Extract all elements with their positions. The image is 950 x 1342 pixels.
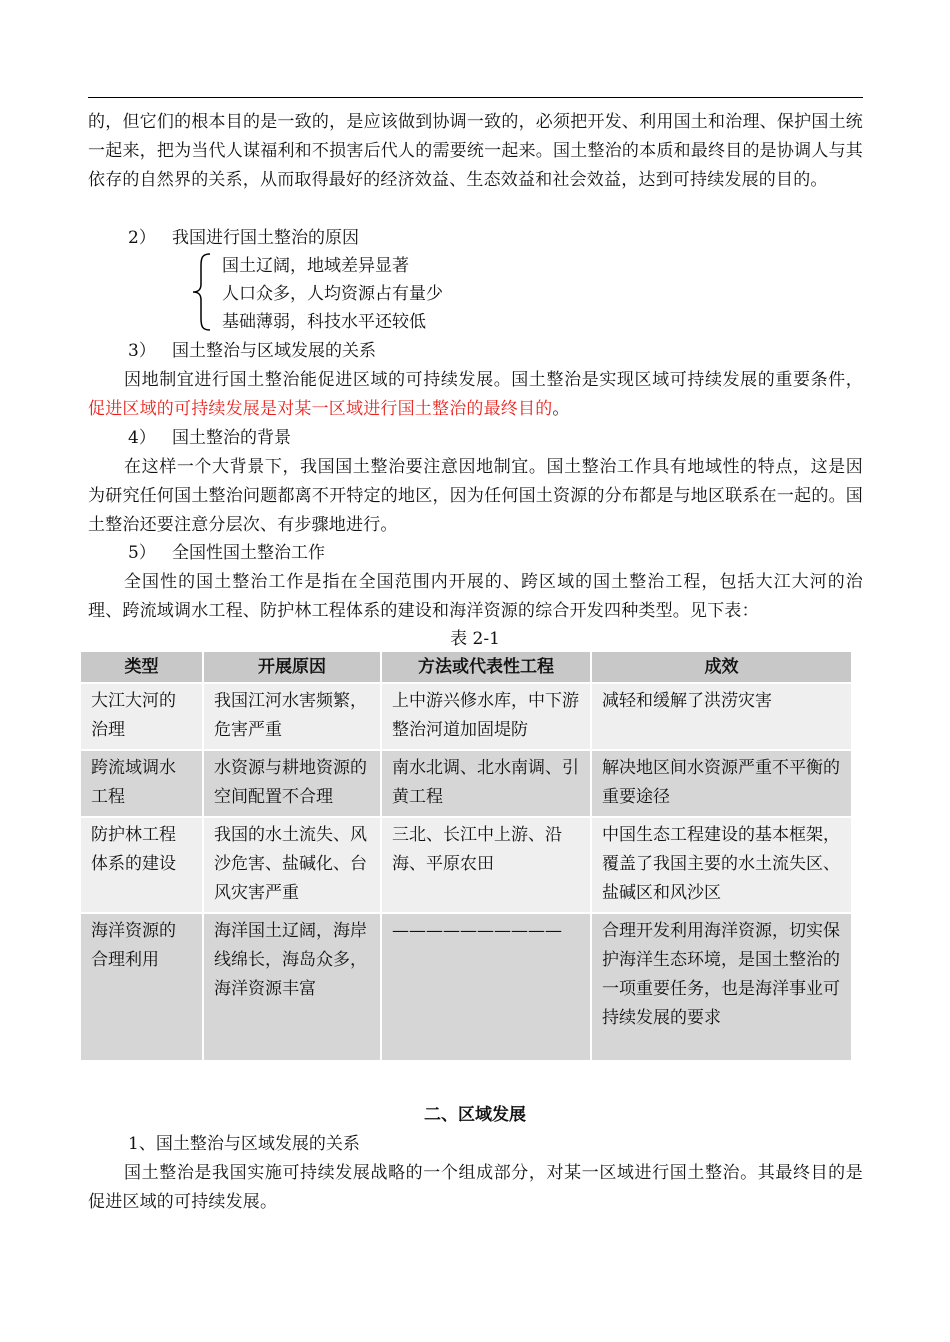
table-cell: 我国江河水害频繁，危害严重 [204, 684, 380, 749]
heading-text: 我国进行国土整治的原因 [172, 228, 359, 248]
table-cell: 南水北调、北水南调、引黄工程 [382, 751, 590, 816]
curly-brace-icon [190, 252, 212, 332]
paragraph-text: 因地制宜进行国土整治能促进区域的可持续发展。国土整治是实现区域可持续发展的重要条件， [124, 370, 863, 390]
heading-2 [128, 224, 359, 253]
heading-number: 4） [128, 428, 156, 448]
paragraph-5: 全国性的国土整治工作是指在全国范围内开展的、跨区域的国土整治工程，包括大江大河的治理、跨流域调水工程、防护林工程体系的建设和海洋资源的综合开发四种类型。见下表： [88, 572, 863, 621]
heading-text: 国土整治与区域发展的关系 [172, 341, 376, 361]
table-cell: 海洋资源的合理利用 [81, 914, 202, 1060]
subsection-heading: 1、国土整治与区域发展的关系 [128, 1134, 360, 1154]
heading-number: 5） [128, 543, 156, 563]
heading-text: 国土整治的背景 [172, 428, 291, 448]
heading-text: 全国性国土整治工作 [172, 543, 325, 563]
header-rule [88, 97, 863, 98]
table-row [81, 818, 851, 912]
table-cell: 减轻和缓解了洪涝灾害 [592, 684, 851, 749]
table-cell: 防护林工程体系的建设 [81, 818, 202, 912]
section-title: 二、区域发展 [424, 1105, 526, 1125]
paragraph-text: 。 [552, 399, 570, 419]
table-cell: 解决地区间水资源严重不平衡的重要途径 [592, 751, 851, 816]
table-cell: —————————— [382, 914, 590, 1060]
table-caption: 表 2-1 [450, 629, 500, 649]
table-header-cell: 开展原因 [204, 652, 380, 682]
table-row [81, 751, 851, 816]
table-row [81, 914, 851, 1060]
table-header-cell: 方法或代表性工程 [382, 652, 590, 682]
table-row [81, 684, 851, 749]
table-cell: 跨流域调水工程 [81, 751, 202, 816]
table-cell: 中国生态工程建设的基本框架，覆盖了我国主要的水土流失区、盐碱区和风沙区 [592, 818, 851, 912]
table-cell: 我国的水土流失、风沙危害、盐碱化、台风灾害严重 [204, 818, 380, 912]
heading-number: 3） [128, 341, 156, 361]
brace-item: 人口众多，人均资源占有量少 [222, 284, 443, 304]
table-header-row [81, 652, 851, 682]
table-cell: 大江大河的治理 [81, 684, 202, 749]
table-header-cell: 成效 [592, 652, 851, 682]
table-cell: 水资源与耕地资源的空间配置不合理 [204, 751, 380, 816]
brace-item: 国土辽阔，地域差异显著 [222, 256, 409, 276]
highlighted-text: 促进区域的可持续发展是对某一区域进行国土整治的最终目的 [88, 399, 553, 419]
heading-3 [128, 337, 376, 366]
table-header-cell: 类型 [81, 652, 202, 682]
paragraph-3 [88, 366, 863, 424]
table-cell: 合理开发利用海洋资源，切实保护海洋生态环境，是国土整治的一项重要任务，也是海洋事业可持续发展的要求 [592, 914, 851, 1060]
paragraph-1: 的，但它们的根本目的是一致的，是应该做到协调一致的，必须把开发、利用国土和治理、保护国土统一起来，把为当代人谋福利和不损害后代人的需要统一起来。国土整治的本质和最终目的是协调人与其依存的自然界的关系，从而取得最好的经济效益、生态效益和社会效益，达到可持续发展的目的。 [88, 112, 863, 190]
data-table [79, 650, 853, 1062]
table-cell: 海洋国土辽阔，海岸线绵长，海岛众多，海洋资源丰富 [204, 914, 380, 1060]
heading-5 [128, 539, 325, 568]
table-cell: 上中游兴修水库，中下游整治河道加固堤防 [382, 684, 590, 749]
paragraph-4: 在这样一个大背景下，我国国土整治要注意因地制宜。国土整治工作具有地域性的特点，这是因为研究任何国土整治问题都离不开特定的地区，因为任何国土资源的分布都是与地区联系在一起的。国土整治还要注意分层次、有步骤地进行。 [88, 457, 863, 535]
heading-number: 2） [128, 228, 156, 248]
heading-4 [128, 424, 291, 453]
section-paragraph: 国土整治是我国实施可持续发展战略的一个组成部分，对某一区域进行国土整治。其最终目的是促进区域的可持续发展。 [88, 1163, 863, 1212]
table-cell: 三北、长江中上游、沿海、平原农田 [382, 818, 590, 912]
brace-item: 基础薄弱，科技水平还较低 [222, 312, 426, 332]
